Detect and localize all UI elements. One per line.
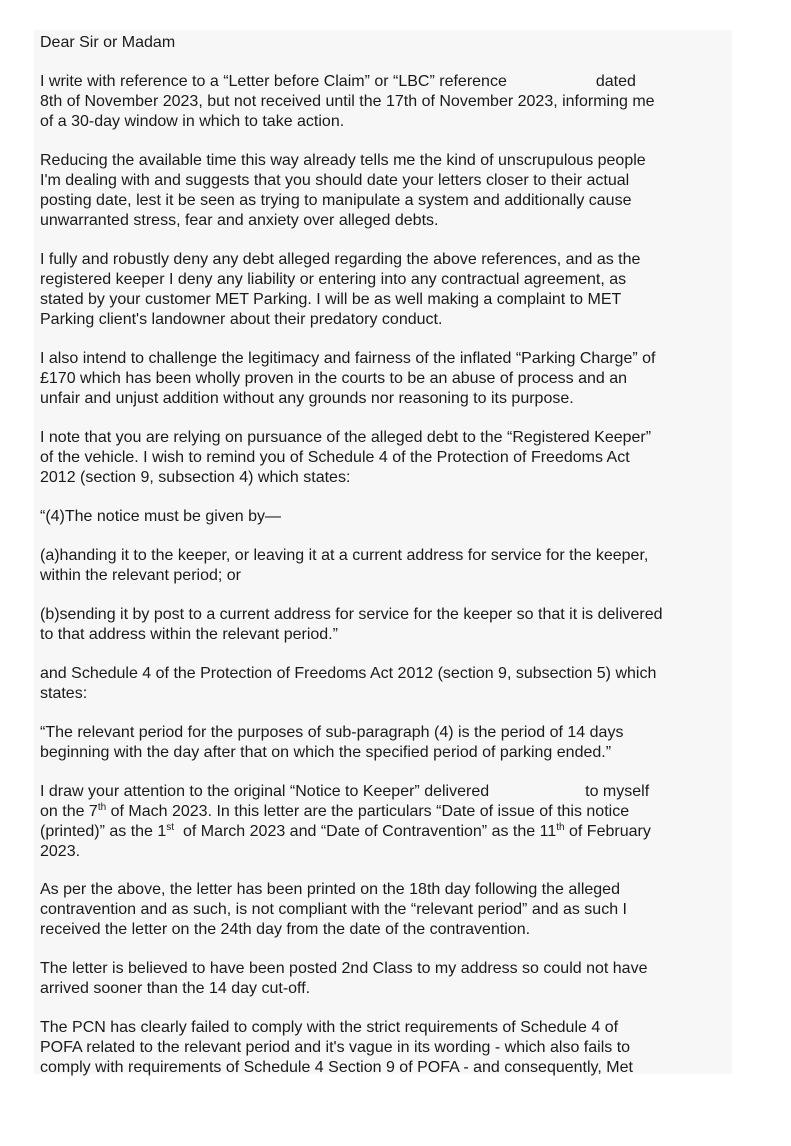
p5-line: 2012 (section 9, subsection 4) which states: bbox=[40, 469, 351, 486]
paragraph-subsection5 bbox=[40, 664, 740, 704]
ordinal-suffix: th bbox=[556, 822, 565, 833]
p10-line: POFA related to the relevant period and it's vague in its wording - which also fails to bbox=[40, 1039, 631, 1056]
p9-line: arrived sooner than the 14 day cut-off. bbox=[40, 980, 311, 997]
q3-line: to that address within the relevant period.” bbox=[40, 626, 338, 643]
salutation-text: Dear Sir or Madam bbox=[40, 34, 176, 51]
paragraph-reference bbox=[40, 72, 740, 132]
p7-line1-end: to myself bbox=[585, 783, 650, 800]
p4-line: unfair and unjust addition without any grounds nor reasoning to its purpose. bbox=[40, 390, 574, 407]
paragraph-notice-to-keeper bbox=[40, 782, 740, 862]
p7-line3-b: of March 2023 and “Date of Contravention” as the 11 bbox=[174, 823, 557, 840]
p5-line: of the vehicle. I wish to remind you of Schedule 4 of the Protection of Freedoms Act bbox=[40, 449, 630, 466]
p2-line: I'm dealing with and suggests that you should date your letters closer to their actual bbox=[40, 172, 630, 189]
p2-line: posting date, lest it be seen as trying to manipulate a system and additionally cause bbox=[40, 192, 632, 209]
paragraph-second-class bbox=[40, 959, 740, 999]
p9-line: The letter is believed to have been posted 2nd Class to my address so could not have bbox=[40, 960, 648, 977]
paragraph-registered-keeper bbox=[40, 428, 740, 488]
ordinal-suffix: th bbox=[97, 802, 107, 813]
p3-line: Parking client's landowner about their predatory conduct. bbox=[40, 311, 443, 328]
p8-line: received the letter on the 24th day from the date of the contravention. bbox=[40, 921, 531, 938]
p7-line1-start: I draw your attention to the original “Notice to Keeper” delivered bbox=[40, 783, 490, 800]
p7-line2-a: on the 7 bbox=[40, 803, 98, 820]
p7-line2-b: of Mach 2023. In this letter are the particulars “Date of issue of this notice bbox=[106, 803, 630, 820]
p7-line3-c: of February bbox=[564, 823, 651, 840]
p1-line2: 8th of November 2023, but not received until the 17th of November 2023, informing me bbox=[40, 93, 655, 110]
salutation bbox=[40, 33, 740, 53]
quote-sending bbox=[40, 605, 740, 645]
p3-line: registered keeper I deny any liability or entering into any contractual agreement, as bbox=[40, 271, 627, 288]
q3-line: (b)sending it by post to a current address for service for the keeper so that it is delivered bbox=[40, 606, 663, 623]
p10-line: comply with requirements of Schedule 4 Section 9 of POFA - and consequently, Met bbox=[40, 1059, 633, 1076]
p10-line: The PCN has clearly failed to comply with the strict requirements of Schedule 4 of bbox=[40, 1019, 619, 1036]
p7-line4: 2023. bbox=[40, 843, 81, 860]
ordinal-suffix: st bbox=[166, 822, 175, 833]
quote-handing bbox=[40, 546, 740, 586]
p1-line1-end: dated bbox=[595, 73, 636, 90]
q2-line: (a)handing it to the keeper, or leaving it at a current address for service for the keeper, bbox=[40, 547, 649, 564]
p7-line3-a: (printed)” as the 1 bbox=[40, 823, 167, 840]
p8-line: contravention and as such, is not compliant with the “relevant period” and as such I bbox=[40, 901, 627, 918]
p1-line1-start: I write with reference to a “Letter before Claim” or “LBC” reference bbox=[40, 73, 507, 90]
p4-line: £170 which has been wholly proven in the courts to be an abuse of process and an bbox=[40, 370, 628, 387]
paragraph-unscrupulous bbox=[40, 151, 740, 231]
paragraph-parking-charge bbox=[40, 349, 740, 409]
p2-line: Reducing the available time this way already tells me the kind of unscrupulous people bbox=[40, 152, 646, 169]
q1-line: “(4)The notice must be given by— bbox=[40, 508, 281, 525]
quote-notice-given bbox=[40, 507, 740, 527]
paragraph-deny-debt bbox=[40, 250, 740, 330]
p6-line: states: bbox=[40, 685, 88, 702]
p3-line: I fully and robustly deny any debt alleged regarding the above references, and as the bbox=[40, 251, 641, 268]
p8-line: As per the above, the letter has been printed on the 18th day following the alleged bbox=[40, 881, 620, 898]
quote-relevant-period bbox=[40, 723, 740, 763]
p5-line: I note that you are relying on pursuance of the alleged debt to the “Registered Keeper” bbox=[40, 429, 652, 446]
p3-line: stated by your customer MET Parking. I will be as well making a complaint to MET bbox=[40, 291, 622, 308]
paragraph-pcn-failed bbox=[40, 1018, 740, 1078]
p4-line: I also intend to challenge the legitimacy and fairness of the inflated “Parking Charge” of bbox=[40, 350, 656, 367]
q4-line: beginning with the day after that on which the specified period of parking ended.” bbox=[40, 744, 612, 761]
paragraph-printed-18th-day bbox=[40, 880, 740, 940]
q2-line: within the relevant period; or bbox=[40, 567, 241, 584]
p2-line: unwarranted stress, fear and anxiety over alleged debts. bbox=[40, 212, 439, 229]
p6-line: and Schedule 4 of the Protection of Freedoms Act 2012 (section 9, subsection 5) which bbox=[40, 665, 657, 682]
p1-line3: of a 30-day window in which to take action. bbox=[40, 113, 345, 130]
q4-line: “The relevant period for the purposes of sub-paragraph (4) is the period of 14 days bbox=[40, 724, 624, 741]
